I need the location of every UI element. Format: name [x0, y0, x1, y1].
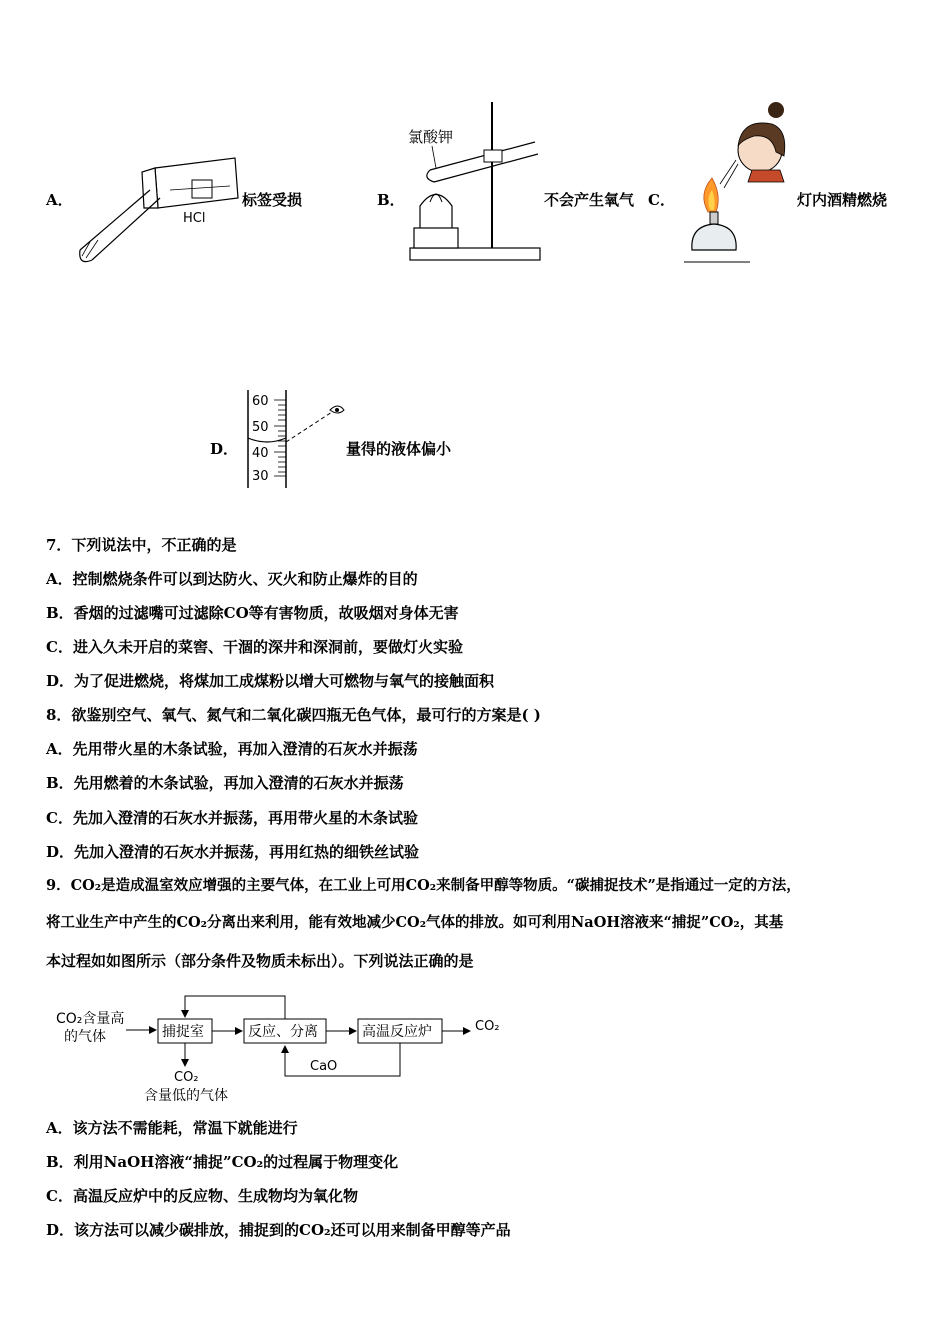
option-b-caption: 不会产生氧气 — [544, 191, 635, 209]
output-co2-label: CO₂ — [475, 1019, 500, 1034]
low-co2-label-2: 含量低的气体 — [144, 1088, 228, 1104]
carbon-capture-flow-diagram — [50, 990, 520, 1105]
reaction-separation-label: 反应、分离 — [248, 1024, 318, 1040]
option-d: D．为了促进燃烧，将煤加工成煤粉以增大可燃物与氧气的接触面积 — [46, 672, 495, 690]
option-d-caption: 量得的液体偏小 — [346, 440, 452, 458]
tick-label: 50 — [252, 420, 269, 435]
hcl-label: HCl — [183, 211, 206, 226]
option-c: C．高温反应炉中的反应物、生成物均为氧化物 — [46, 1187, 358, 1205]
option-letter: C． — [648, 191, 675, 209]
option-letter: A． — [46, 191, 73, 209]
option-a: A．先用带火星的木条试验，再加入澄清的石灰水并振荡 — [46, 740, 418, 758]
option-a: A．该方法不需能耗，常温下就能进行 — [46, 1119, 298, 1137]
question-stem: 7．下列说法中，不正确的是 — [46, 536, 237, 554]
option-letter: D． — [210, 440, 239, 458]
option-b: B．先用燃着的木条试验，再加入澄清的石灰水并振荡 — [46, 774, 404, 792]
option-b: B．利用NaOH溶液“捕捉”CO₂的过程属于物理变化 — [46, 1153, 399, 1171]
option-letter: B． — [377, 191, 405, 209]
graduated-cylinder-figure — [240, 388, 350, 490]
option-c-caption: 灯内酒精燃烧 — [797, 191, 888, 209]
input-gas-label-2: 的气体 — [64, 1029, 106, 1045]
potassium-chlorate-label: 氯酸钾 — [408, 128, 454, 146]
blowing-out-lamp-figure — [680, 100, 795, 268]
pouring-liquid-figure — [70, 150, 245, 270]
option-b: B．香烟的过滤嘴可过滤除CO等有害物质，故吸烟对身体无害 — [46, 604, 459, 622]
option-a: A．控制燃烧条件可以到达防火、灭火和防止爆炸的目的 — [46, 570, 418, 588]
tick-label: 60 — [252, 394, 269, 409]
option-c: C．进入久未开启的菜窖、干涸的深井和深洞前，要做灯火实验 — [46, 638, 463, 656]
question-stem-line-3: 本过程如如图所示（部分条件及物质未标出）。下列说法正确的是 — [46, 952, 474, 970]
cao-label: CaO — [310, 1059, 338, 1074]
capture-chamber-label: 捕捉室 — [162, 1024, 204, 1040]
heating-apparatus-figure — [400, 98, 545, 268]
option-d: D．该方法可以减少碳排放，捕捉到的CO₂还可以用来制备甲醇等产品 — [46, 1221, 511, 1239]
option-d: D．先加入澄清的石灰水并振荡，再用红热的细铁丝试验 — [46, 843, 420, 861]
question-stem: 8．欲鉴别空气、氧气、氮气和二氧化碳四瓶无色气体，最可行的方案是( ) — [46, 706, 541, 724]
option-a-caption: 标签受损 — [242, 191, 303, 209]
tick-label: 40 — [252, 446, 269, 461]
option-c: C．先加入澄清的石灰水并振荡，再用带火星的木条试验 — [46, 809, 418, 827]
low-co2-label-1: CO₂ — [174, 1070, 199, 1085]
question-stem-line-2: 将工业生产中产生的CO₂分离出来利用，能有效地减少CO₂气体的排放。如可利用NaOH溶液来“捕捉”CO₂，其基 — [46, 914, 784, 931]
high-temp-furnace-label: 高温反应炉 — [362, 1024, 432, 1040]
question-stem-line-1: 9．CO₂是造成温室效应增强的主要气体，在工业上可用CO₂来制备甲醇等物质。“碳捕捉技术”是指通过一定的方法， — [46, 877, 801, 894]
tick-label: 30 — [252, 469, 269, 484]
input-gas-label-1: CO₂含量高 — [56, 1011, 125, 1027]
